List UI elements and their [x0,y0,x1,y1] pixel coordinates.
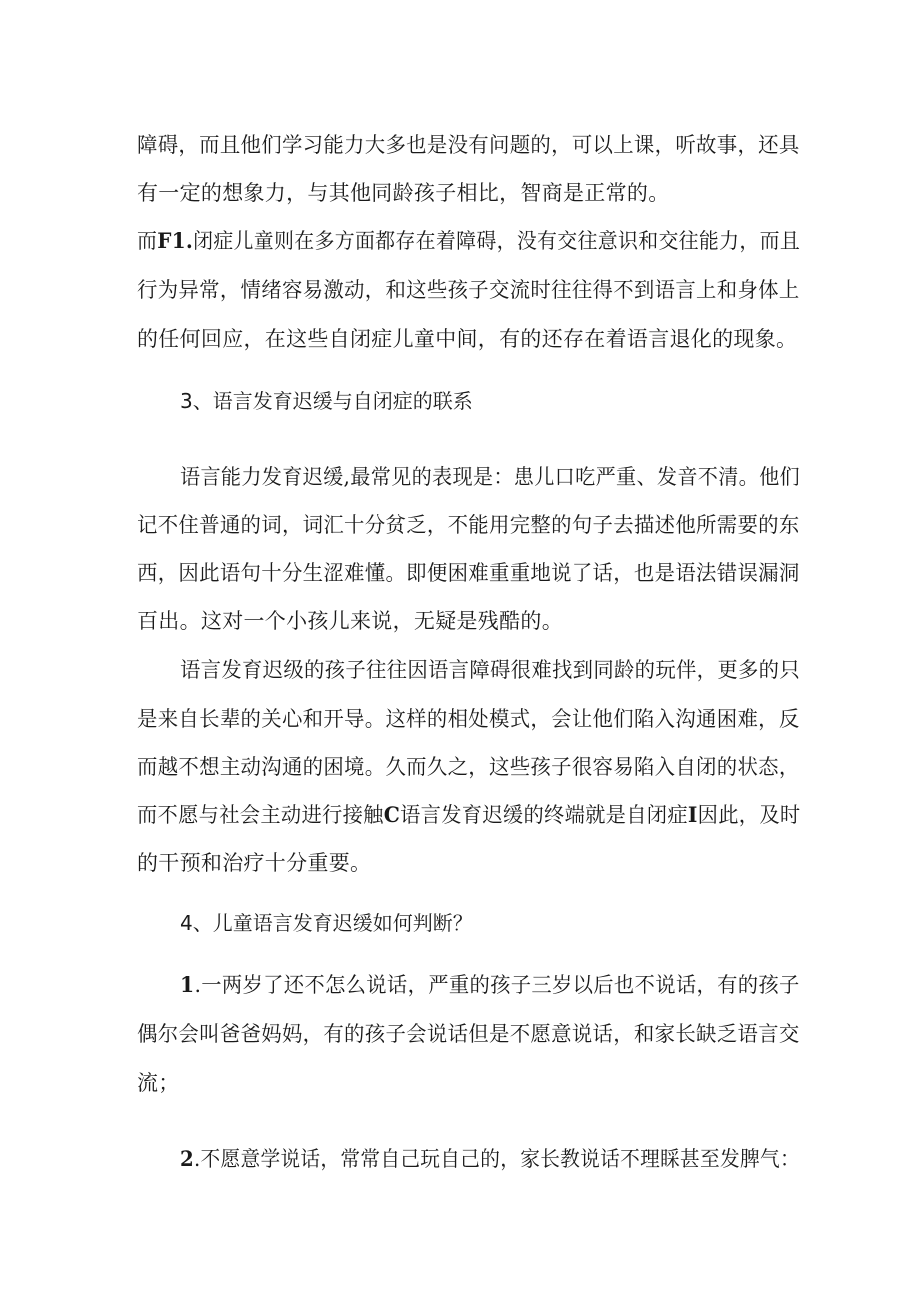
list-item-2-line-1 [180,1144,800,1174]
paragraph-2-rest: 闭症儿童则在多方面都存在着障碍，没有交往意识和交往能力，而且 [193,229,801,253]
paragraph-4-line-4 [137,800,800,830]
list-item-1-line-2: 偶尔会叫爸爸妈妈，有的孩子会说话但是不愿意说话，和家长缺乏语言交 [137,1022,800,1046]
paragraph-2-line-3: 的任何回应，在这些自闭症儿童中间，有的还存在着语言退化的现象。 [137,327,798,351]
list-item-1-line-3: 流； [137,1071,180,1095]
paragraph-4-line-5: 的干预和治疗十分重要。 [137,851,372,875]
paragraph-4-bold-i: I [687,802,698,827]
paragraph-4-sans-sentence: 语言发育迟缓的终端就是自闭症 [400,803,688,827]
paragraph-4-prefix: 而不愿与社会主动进行接触 [137,803,384,827]
paragraph-3-line-4: 百出。这对一个小孩儿来说，无疑是残酷的。 [137,609,563,633]
list-item-1-text: .一两岁了还不怎么说话，严重的孩子三岁以后也不说话，有的孩子 [194,973,800,997]
paragraph-2-line-1 [137,226,800,256]
paragraph-4-line-2: 是来自长辈的关心和开导。这样的相处模式，会让他们陷入沟通困难，反 [137,707,800,731]
list-item-2-number: 2 [180,1146,194,1171]
paragraph-2-line-2: 行为异常，情绪容易激动，和这些孩子交流时往往得不到语言上和身体上 [137,278,800,302]
list-item-1-line-1 [180,970,800,1000]
paragraph-4-rest: 因此，及时 [697,803,801,827]
paragraph-3-line-2: 记不住普通的词，词汇十分贫乏，不能用完整的句子去描述他所需要的东 [137,513,800,537]
list-item-2-text: .不愿意学说话，常常自己玩自己的，家长教说话不理睬甚至发脾气： [193,1147,800,1171]
paragraph-2-bold-marker: F1. [157,228,194,253]
paragraph-4-line-1: 语言发育迟级的孩子往往因语言障碍很难找到同龄的玩伴，更多的只 [180,658,801,682]
paragraph-3-line-3: 西，因此语句十分生涩难懂。即便困难重重地说了话，也是语法错误漏洞 [137,561,800,585]
list-item-1-number: 1 [180,972,195,997]
paragraph-4-line-3: 而越不想主动沟通的困境。久而久之，这些孩子很容易陷入自闭的状态， [137,755,800,779]
paragraph-1-line-1: 障碍，而且他们学习能力大多也是没有问题的，可以上课，听故事，还具 [137,133,800,157]
paragraph-1-line-2: 有一定的想象力，与其他同龄孩子相比，智商是正常的。 [137,181,670,205]
section-heading-3: 3、语言发育迟缓与自闭症的联系 [180,389,473,413]
section-heading-4: 4、儿童语言发育迟缓如何判断？ [180,911,473,935]
paragraph-4-bold-c: C [383,802,401,827]
paragraph-2-prefix: 而 [137,229,158,253]
paragraph-3-line-1: 语言能力发育迟缓,最常见的表现是：患儿口吃严重、发音不清。他们 [180,465,801,489]
